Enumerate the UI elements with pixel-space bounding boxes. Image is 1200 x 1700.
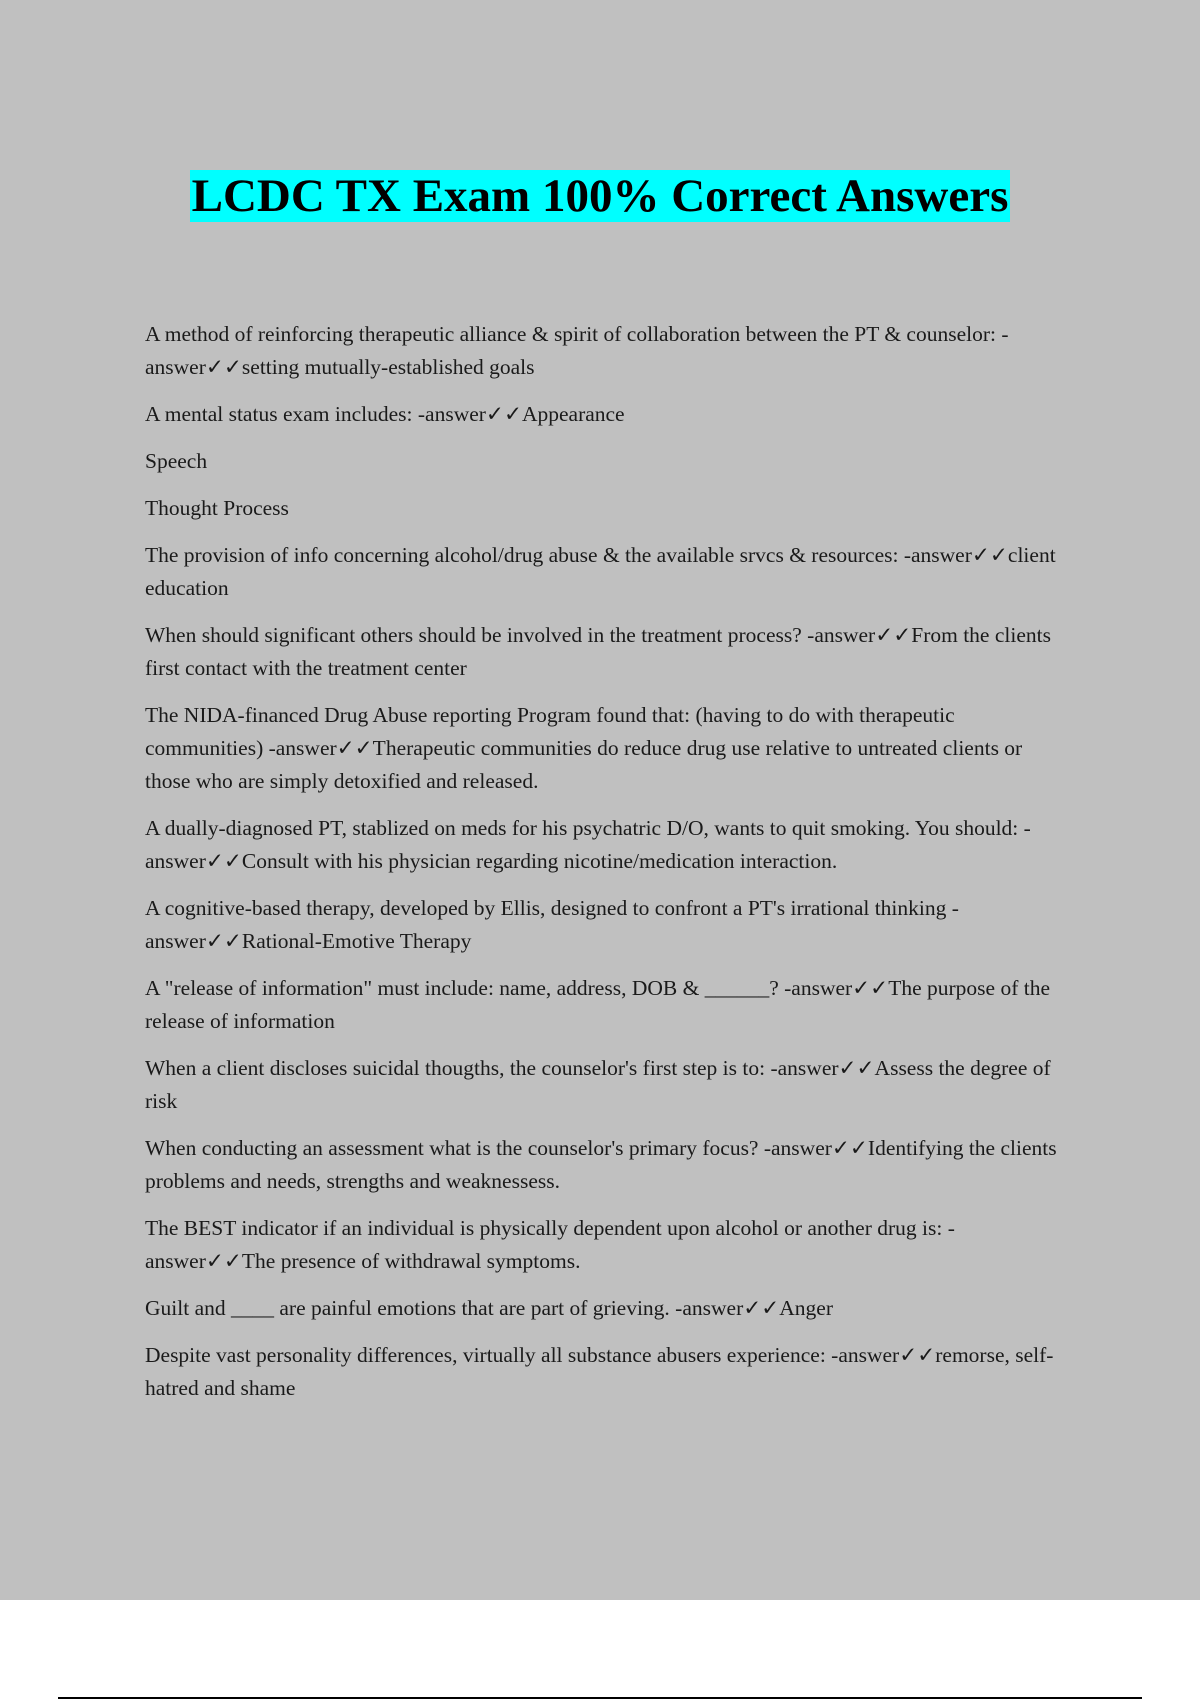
- qa-paragraph: A "release of information" must include: name, address, DOB & ______? -answer✓✓The purpose of the release of information: [145, 976, 1050, 1033]
- title-highlight: LCDC TX Exam 100% Correct Answers: [191, 170, 1009, 222]
- qa-paragraph: A mental status exam includes: -answer✓✓Appearance: [145, 402, 625, 426]
- qa-paragraph: When should significant others should be involved in the treatment process? -answer✓✓From the clients first contact with the treatment center: [145, 623, 1051, 680]
- qa-list: [145, 318, 1065, 1419]
- qa-paragraph: A method of reinforcing therapeutic alliance & spirit of collaboration between the PT & counselor: -answer✓✓setting mutually-established goals: [145, 322, 1009, 379]
- footer-divider: [58, 1697, 1142, 1699]
- qa-paragraph: Despite vast personality differences, virtually all substance abusers experience: -answer✓✓remorse, self-hatred and shame: [145, 1343, 1054, 1400]
- qa-paragraph: A dually-diagnosed PT, stablized on meds for his psychatric D/O, wants to quit smoking. You should: -answer✓✓Consult with his physician regarding nicotine/medication interaction.: [145, 816, 1031, 873]
- qa-paragraph: Thought Process: [145, 496, 289, 520]
- qa-paragraph: When conducting an assessment what is the counselor's primary focus? -answer✓✓Identifying the clients problems and needs, strengths and weaknessess.: [145, 1136, 1057, 1193]
- qa-paragraph: The BEST indicator if an individual is physically dependent upon alcohol or another drug is: -answer✓✓The presence of withdrawal symptoms.: [145, 1216, 955, 1273]
- qa-paragraph: When a client discloses suicidal thougths, the counselor's first step is to: -answer✓✓Assess the degree of risk: [145, 1056, 1051, 1113]
- qa-paragraph: The NIDA-financed Drug Abuse reporting Program found that: (having to do with therapeutic communities) -answer✓✓Therapeutic communities do reduce drug use relative to untreated clients or those who are simply detoxified and released.: [145, 703, 1023, 793]
- qa-paragraph: A cognitive-based therapy, developed by Ellis, designed to confront a PT's irrational thinking -answer✓✓Rational-Emotive Therapy: [145, 896, 959, 953]
- qa-paragraph: Speech: [145, 449, 208, 473]
- page-title: [0, 166, 1200, 226]
- qa-paragraph: Guilt and ____ are painful emotions that are part of grieving. -answer✓✓Anger: [145, 1296, 833, 1320]
- qa-paragraph: The provision of info concerning alcohol/drug abuse & the available srvcs & resources: -answer✓✓client education: [145, 543, 1056, 600]
